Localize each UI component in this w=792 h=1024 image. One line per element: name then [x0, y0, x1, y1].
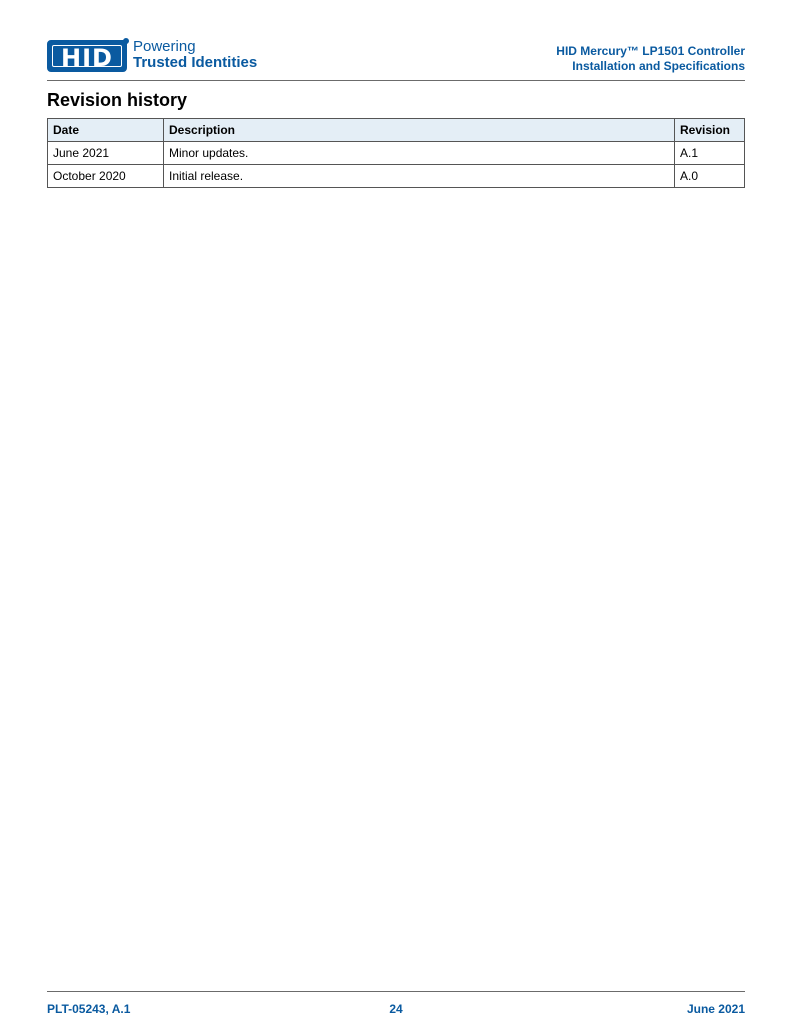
cell-date: June 2021 — [48, 142, 164, 165]
header-date: Date — [48, 119, 164, 142]
header-description: Description — [164, 119, 675, 142]
tagline-line-2: Trusted Identities — [133, 54, 258, 71]
table-row — [48, 142, 745, 165]
cell-revision: A.1 — [675, 142, 745, 165]
page-header — [47, 38, 745, 81]
header-revision: Revision — [675, 119, 745, 142]
document-title — [556, 44, 745, 74]
cell-description: Minor updates. — [164, 142, 675, 165]
registered-mark-icon — [123, 38, 129, 44]
footer-doc-number: PLT-05243, A.1 — [47, 1002, 131, 1016]
cell-revision: A.0 — [675, 165, 745, 188]
footer-date: June 2021 — [686, 1002, 745, 1016]
page-footer — [47, 991, 745, 1022]
revision-history-table — [47, 118, 745, 188]
hid-logo — [47, 40, 127, 72]
footer-page-number: 24 — [389, 1002, 403, 1016]
section-title: Revision history — [47, 90, 188, 110]
document-title-line-2: Installation and Specifications — [572, 59, 745, 73]
table-row — [48, 165, 745, 188]
table-header-row — [48, 119, 745, 142]
cell-date: October 2020 — [48, 165, 164, 188]
tagline — [133, 39, 257, 71]
logo-text: HID — [61, 44, 113, 72]
cell-description: Initial release. — [164, 165, 675, 188]
tagline-line-1: Powering — [133, 38, 196, 55]
document-title-line-1: HID Mercury™ LP1501 Controller — [556, 44, 745, 58]
